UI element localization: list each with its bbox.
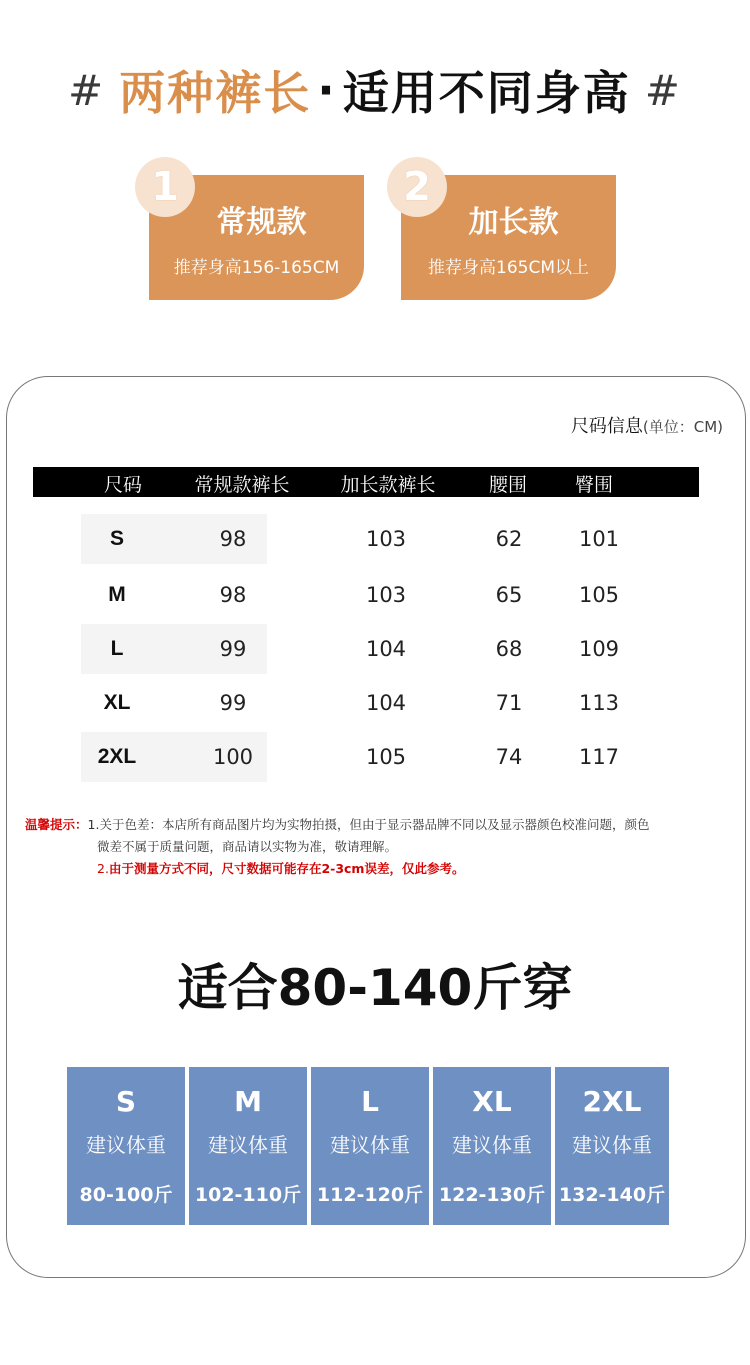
title-dot: · — [317, 63, 337, 117]
cell-hip: 105 — [578, 583, 620, 607]
weight-size: XL — [472, 1085, 512, 1118]
weight-label: 建议体重 — [208, 1133, 288, 1157]
weight-box-m — [189, 1067, 307, 1225]
cell-size: XL — [103, 691, 131, 714]
option-desc: 推荐身高156-165CM — [173, 258, 340, 278]
table-row — [33, 570, 699, 620]
cell-waist: 62 — [495, 527, 523, 551]
header-size: 尺码 — [103, 474, 143, 496]
weight-label: 建议体重 — [330, 1133, 410, 1157]
option-name: 加长款 — [468, 205, 559, 240]
cell-waist: 68 — [495, 637, 523, 661]
option-desc: 推荐身高165CM以上 — [428, 258, 589, 278]
size-info-title: 尺码信息(单位：CM) — [570, 416, 723, 437]
weight-size: M — [234, 1085, 262, 1118]
title-orange-part: 两种裤长 — [119, 66, 312, 120]
header-waist: 腰围 — [488, 474, 528, 496]
cell-regular-length: 98 — [219, 583, 247, 607]
cell-long-length: 103 — [365, 583, 407, 607]
weight-range: 102-110斤 — [194, 1184, 302, 1206]
cell-regular-length: 99 — [219, 637, 247, 661]
cell-size: 2XL — [97, 745, 137, 768]
tips-label: 温馨提示： — [25, 817, 88, 832]
weight-label: 建议体重 — [86, 1133, 166, 1157]
number-badge: 1 — [135, 157, 195, 217]
hash-right: # — [644, 65, 682, 115]
cell-regular-length: 98 — [219, 527, 247, 551]
cell-long-length: 104 — [365, 691, 407, 715]
cell-long-length: 105 — [365, 745, 407, 769]
cell-hip: 109 — [578, 637, 620, 661]
header-hip: 臀围 — [574, 474, 614, 496]
weight-box-xl — [433, 1067, 551, 1225]
weight-label: 建议体重 — [572, 1133, 652, 1157]
title-black-part: 适用不同身高 — [342, 66, 631, 120]
header-long-length: 加长款裤长 — [340, 474, 436, 496]
cell-hip: 117 — [578, 745, 620, 769]
table-row — [33, 678, 699, 728]
weight-box-2xl — [555, 1067, 669, 1225]
option-card-long — [401, 164, 616, 300]
option-name: 常规款 — [216, 205, 307, 240]
option-card-regular — [149, 164, 364, 300]
weight-box-l — [311, 1067, 429, 1225]
cell-regular-length: 99 — [219, 691, 247, 715]
table-header — [33, 467, 699, 497]
cell-hip: 101 — [578, 527, 620, 551]
hash-left: # — [68, 65, 106, 115]
cell-waist: 71 — [495, 691, 523, 715]
page-title — [0, 55, 750, 125]
weight-range: 122-130斤 — [438, 1184, 546, 1206]
cell-hip: 113 — [578, 691, 620, 715]
tip-line-1b: 微差不属于质量问题，商品请以实物为准，敬请理解。 — [97, 839, 398, 854]
weight-label: 建议体重 — [452, 1133, 532, 1157]
cell-regular-length: 100 — [212, 745, 254, 769]
cell-size: M — [108, 583, 126, 606]
tip-line-1: 1.关于色差：本店所有商品图片均为实物拍摄，但由于显示器品牌不同以及显示器颜色校准问题，颜色 — [87, 817, 650, 832]
tip-2-prefix: 2. — [97, 861, 109, 876]
size-unit: (单位：CM) — [642, 418, 723, 436]
weight-range: 132-140斤 — [558, 1184, 666, 1206]
table-row — [33, 514, 699, 564]
table-row — [33, 732, 699, 782]
fit-weight-title: 适合80-140斤穿 — [177, 959, 573, 1017]
weight-box-s — [67, 1067, 185, 1225]
cell-waist: 74 — [495, 745, 523, 769]
table-row — [33, 624, 699, 674]
cell-waist: 65 — [495, 583, 523, 607]
tip-line-2: 由于测量方式不同，尺寸数据可能存在2-3cm误差，仅此参考。 — [108, 861, 465, 876]
cell-size: S — [109, 527, 125, 550]
weight-size: S — [115, 1085, 137, 1118]
cell-long-length: 103 — [365, 527, 407, 551]
weight-size: L — [361, 1085, 379, 1118]
weight-range: 112-120斤 — [316, 1184, 424, 1206]
header-regular-length: 常规款裤长 — [194, 474, 290, 496]
tips-block — [25, 814, 649, 880]
weight-size: 2XL — [582, 1085, 642, 1118]
weight-range: 80-100斤 — [79, 1184, 173, 1206]
number-badge: 2 — [387, 157, 447, 217]
cell-size: L — [110, 637, 124, 660]
cell-long-length: 104 — [365, 637, 407, 661]
